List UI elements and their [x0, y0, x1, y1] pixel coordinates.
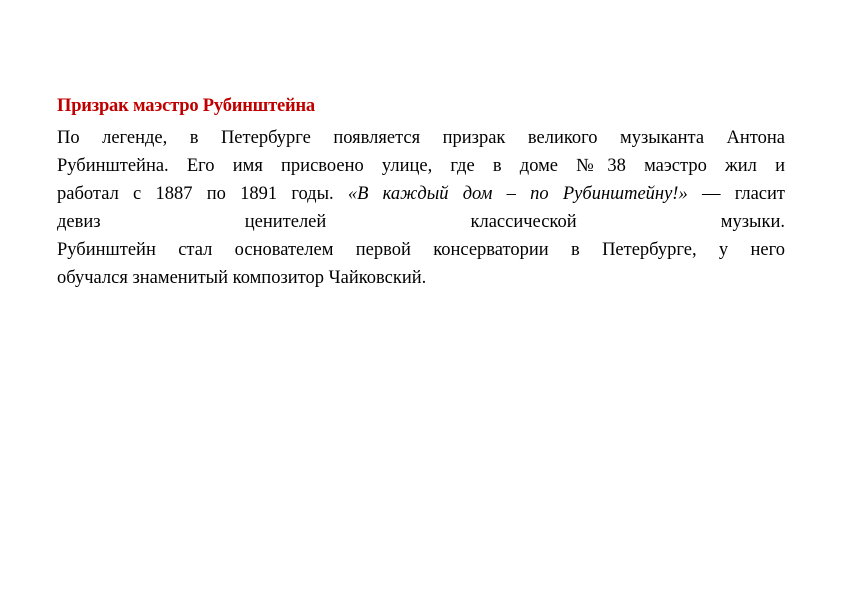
rubinstein-motto-quote: «В каждый дом – по Рубинштейну!» [347, 184, 688, 204]
paragraph-line-4: девиз ценителей классической музыки. [57, 212, 785, 232]
document-title: Призрак маэстро Рубинштейна [57, 96, 315, 116]
paragraph-line-3 [57, 180, 785, 208]
paragraph-line-3-start: работал с 1887 по 1891 годы. [57, 184, 348, 204]
paragraph-line-5: Рубинштейн стал основателем первой консерватории в Петербурге, у него [57, 240, 785, 260]
document-content [57, 94, 785, 292]
paragraph-line-3-end: — гласит [687, 184, 785, 204]
paragraph-line-1: По легенде, в Петербурге появляется призрак великого музыканта Антона [57, 128, 785, 148]
paragraph-line-2: Рубинштейна. Его имя присвоено улице, где в доме №38 маэстро жил и [57, 156, 785, 176]
document-paragraph [57, 124, 785, 292]
paragraph-line-6: обучался знаменитый композитор Чайковский. [57, 268, 427, 288]
